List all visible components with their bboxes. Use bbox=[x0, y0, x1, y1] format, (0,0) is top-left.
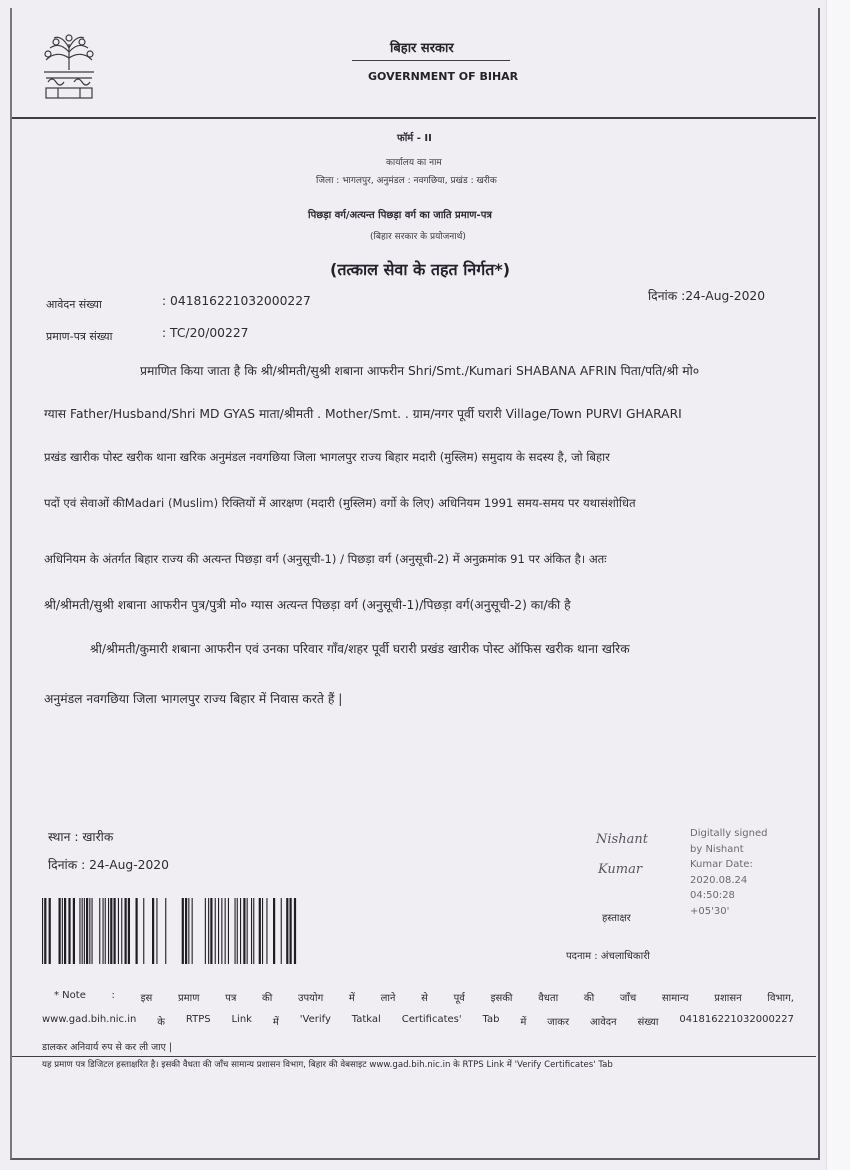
note-word: विभाग, bbox=[767, 993, 794, 1004]
note-word: पत्र bbox=[225, 993, 237, 1004]
barcode-bar bbox=[108, 898, 109, 964]
note-word: उपयोग bbox=[298, 993, 324, 1004]
barcode-bar bbox=[73, 898, 75, 964]
note-word: प्रशासन bbox=[714, 993, 742, 1004]
note-word: Certificates' bbox=[401, 1014, 462, 1025]
barcode-bar bbox=[218, 898, 219, 964]
barcode-bar bbox=[290, 898, 292, 964]
barcode-bar bbox=[188, 898, 189, 964]
note-word: में bbox=[348, 993, 355, 1004]
note-word: संख्या bbox=[637, 1017, 659, 1028]
note-word: लाने bbox=[380, 993, 396, 1004]
barcode-bar bbox=[92, 898, 93, 964]
barcode bbox=[40, 898, 308, 964]
signature-name-2: Kumar bbox=[598, 862, 643, 877]
note-word: : bbox=[111, 990, 115, 1001]
body-line-1: प्रमाणित किया जाता है कि श्री/श्रीमती/सुश्री शबाना आफरीन Shri/Smt./Kumari SHABANA AFRIN पिता/पति/श्री मो० bbox=[140, 364, 700, 378]
certificate-subtitle: (बिहार सरकार के प्रयोजनार्थ) bbox=[370, 232, 466, 242]
header-title-english: GOVERNMENT OF BIHAR bbox=[368, 70, 519, 83]
barcode-bar bbox=[208, 898, 209, 964]
barcode-bar bbox=[273, 898, 275, 964]
office-name: कार्यालय का नाम bbox=[386, 158, 442, 168]
issue-date: दिनांक :24-Aug-2020 bbox=[648, 289, 766, 303]
barcode-bar bbox=[79, 898, 80, 964]
note-word: के bbox=[157, 1017, 165, 1028]
barcode-bar bbox=[240, 898, 241, 964]
barcode-bar bbox=[235, 898, 236, 964]
barcode-bar bbox=[259, 898, 261, 964]
barcode-bar bbox=[225, 898, 226, 964]
barcode-bar bbox=[118, 898, 119, 964]
barcode-bar bbox=[42, 898, 43, 964]
barcode-bar bbox=[89, 898, 90, 964]
note-word: जाँच bbox=[619, 993, 637, 1004]
barcode-bar bbox=[281, 898, 282, 964]
barcode-bar bbox=[110, 898, 112, 964]
note-line-3: डालकर अनिवार्य रुप से कर ली जाए | bbox=[42, 1042, 173, 1053]
note-word: प्रमाण bbox=[177, 993, 200, 1004]
body-line-2: ग्यास Father/Husband/Shri MD GYAS माता/श्रीमती . Mother/Smt. . ग्राम/नगर पूर्वी घरारी Village/Town PURVI GHARARI bbox=[44, 407, 682, 421]
digital-sig-line: Digitally signed bbox=[690, 828, 768, 839]
header-divider bbox=[352, 60, 510, 61]
barcode-bar bbox=[253, 898, 254, 964]
barcode-bar bbox=[156, 898, 157, 964]
note-word: में bbox=[520, 1017, 527, 1028]
note-word: वैधता bbox=[538, 993, 559, 1004]
barcode-bar bbox=[84, 898, 85, 964]
digital-sig-line: by Nishant bbox=[690, 843, 744, 855]
digital-signature-block bbox=[690, 826, 767, 919]
barcode-bar bbox=[125, 898, 127, 964]
barcode-bar bbox=[143, 898, 144, 964]
body-line-4: पदों एवं सेवाओं कीMadari (Muslim) रिक्तियों में आरक्षण (मदारी (मुस्लिम) वर्गो के लिए) अधिनियम 1991 समय-समय पर यथासंशोधित bbox=[44, 496, 636, 510]
note-line-4: यह प्रमाण पत्र डिजिटल हस्ताक्षरित है। इसकी वैधता की जाँच सामान्य प्रशासन विभाग, बिहार की वेबसाइट www.gad.bih.nic.in के RTPS Link में 'Verify Certificates' Tab bbox=[42, 1060, 613, 1070]
note-word: Tatkal bbox=[351, 1014, 381, 1025]
barcode-bar bbox=[64, 898, 66, 964]
form-number: फॉर्म - II bbox=[397, 133, 432, 144]
barcode-bar bbox=[192, 898, 193, 964]
tatkal-heading: (तत्काल सेवा के तहत निर्गत*) bbox=[330, 260, 511, 279]
residence-line-1: श्री/श्रीमती/कुमारी शबाना आफरीन एवं उनका परिवार गाँव/शहर पूर्वी घरारी प्रखंड खारीक पोस्ट ऑफिस खरीक थाना खरिक bbox=[90, 642, 630, 656]
note-line-1 bbox=[54, 990, 794, 1004]
certificate-label: प्रमाण-पत्र संख्या bbox=[46, 330, 113, 343]
barcode-bar bbox=[228, 898, 229, 964]
barcode-bar bbox=[294, 898, 296, 964]
barcode-bar bbox=[182, 898, 184, 964]
certificate-number: : TC/20/00227 bbox=[162, 326, 249, 340]
barcode-bar bbox=[286, 898, 288, 964]
barcode-bar bbox=[44, 898, 46, 964]
barcode-bar bbox=[99, 898, 100, 964]
barcode-bar bbox=[128, 898, 130, 964]
digital-sig-line: Kumar Date: bbox=[690, 859, 753, 870]
note-word: की bbox=[583, 993, 595, 1004]
barcode-bar bbox=[210, 898, 212, 964]
note-divider bbox=[12, 1056, 816, 1057]
note-link-text: www.gad.bih.nic.in bbox=[42, 1014, 137, 1025]
note-word: * Note bbox=[54, 990, 86, 1001]
note-word: Link bbox=[231, 1014, 252, 1025]
note-word: आवेदन bbox=[589, 1017, 617, 1028]
application-label: आवेदन संख्या bbox=[46, 298, 102, 311]
note-word: 041816221032000227 bbox=[679, 1014, 794, 1025]
barcode-bar bbox=[185, 898, 187, 964]
note-line-2 bbox=[42, 1014, 794, 1028]
body-line-6: श्री/श्रीमती/सुश्री शबाना आफरीन पुत्र/पुत्री मो० ग्यास अत्यन्त पिछड़ा वर्ग (अनुसूची-1)/पिछड़ा वर्ग(अनुसूची-2) का/की है bbox=[44, 598, 571, 612]
district-line: जिला : भागलपुर, अनुमंडल : नवगछिया, प्रखंड : खरीक bbox=[316, 176, 497, 186]
note-word: इसकी bbox=[490, 993, 513, 1004]
note-word: Tab bbox=[482, 1014, 500, 1025]
barcode-bar bbox=[62, 898, 63, 964]
paper-edge bbox=[826, 0, 850, 1170]
application-number: : 041816221032000227 bbox=[162, 294, 311, 308]
note-word: RTPS bbox=[185, 1014, 211, 1025]
note-word: में bbox=[272, 1017, 279, 1028]
note-word: पूर्व bbox=[453, 993, 465, 1004]
residence-line-2: अनुमंडल नवगछिया जिला भागलपुर राज्य बिहार में निवास करते हैं | bbox=[44, 692, 343, 706]
body-line-5: अधिनियम के अंतर्गत बिहार राज्य की अत्यन्त पिछड़ा वर्ग (अनुसूची-1) / पिछड़ा वर्ग (अनुसूची-2) में अनुक्रमांक 91 पर अंकित है। अतः bbox=[44, 552, 607, 566]
barcode-bar bbox=[114, 898, 116, 964]
note-word: जाकर bbox=[547, 1017, 570, 1028]
barcode-bar bbox=[103, 898, 104, 964]
barcode-bar bbox=[221, 898, 222, 964]
digital-sig-line: 2020.08.24 bbox=[690, 874, 748, 886]
digital-sig-line: 04:50:28 bbox=[690, 890, 735, 901]
note-word: सामान्य bbox=[661, 993, 689, 1004]
barcode-bar bbox=[243, 898, 245, 964]
header-title-hindi: बिहार सरकार bbox=[390, 41, 454, 56]
barcode-bar bbox=[136, 898, 138, 964]
body-line-3: प्रखंड खारीक पोस्ट खरीक थाना खरिक अनुमंडल नवगछिया जिला भागलपुर राज्य बिहार मदारी (मुस्लिम) समुदाय के सदस्य है, जो बिहार bbox=[44, 450, 610, 464]
barcode-bar bbox=[152, 898, 154, 964]
barcode-bar bbox=[82, 898, 83, 964]
barcode-bar bbox=[266, 898, 267, 964]
signature-name-1: Nishant bbox=[596, 832, 648, 847]
note-word: 'Verify bbox=[299, 1014, 331, 1025]
note-word: से bbox=[421, 993, 428, 1004]
barcode-bar bbox=[86, 898, 88, 964]
barcode-bar bbox=[251, 898, 252, 964]
barcode-bar bbox=[205, 898, 206, 964]
designation: पदनाम : अंचलाधिकारी bbox=[566, 951, 650, 962]
digital-sig-line: +05'30' bbox=[690, 905, 730, 917]
note-word: की bbox=[262, 993, 273, 1004]
barcode-bar bbox=[165, 898, 166, 964]
barcode-bar bbox=[215, 898, 216, 964]
barcode-bar bbox=[121, 898, 122, 964]
bihar-emblem-icon bbox=[38, 30, 100, 106]
barcode-bar bbox=[59, 898, 61, 964]
signature-label: हस्ताक्षर bbox=[602, 913, 631, 924]
place-label: स्थान : खारीक bbox=[48, 830, 114, 844]
barcode-bar bbox=[237, 898, 238, 964]
barcode-bar bbox=[262, 898, 263, 964]
barcode-bar bbox=[49, 898, 51, 964]
note-word: इस bbox=[140, 993, 153, 1004]
barcode-bar bbox=[105, 898, 106, 964]
header-rule bbox=[12, 117, 816, 119]
barcode-bar bbox=[68, 898, 70, 964]
barcode-bar bbox=[247, 898, 248, 964]
place-date: दिनांक : 24-Aug-2020 bbox=[48, 858, 169, 872]
certificate-title: पिछड़ा वर्ग/अत्यन्त पिछड़ा वर्ग का जाति प्रमाण-पत्र bbox=[308, 210, 492, 221]
